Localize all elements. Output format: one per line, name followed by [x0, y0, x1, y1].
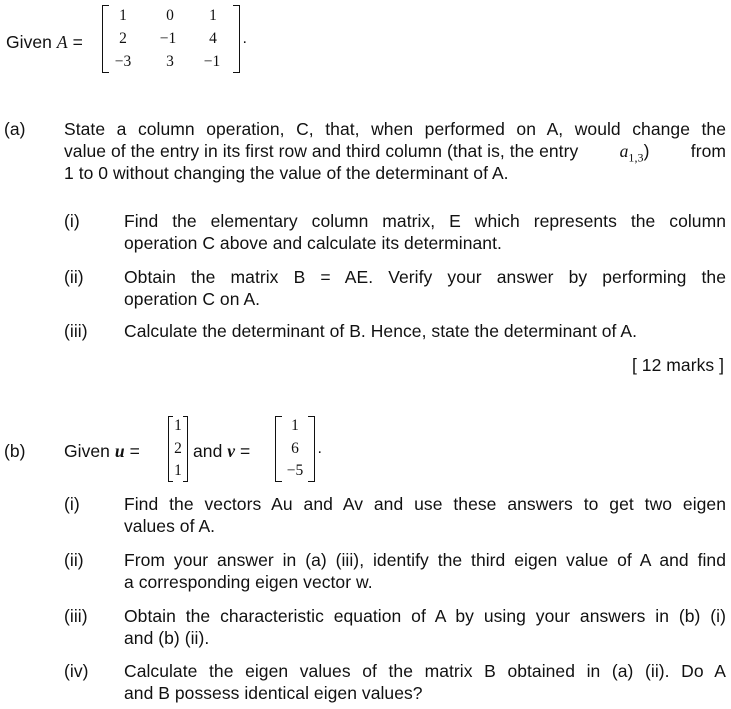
marks-label: [ 12 marks ]: [631, 355, 724, 375]
entry-a13: $a_{1,3}$): [619, 141, 650, 165]
vector-v-entry: 1: [291, 417, 299, 434]
subpart-line: Find the vectors Au and Av and use these answers to get two eigen: [124, 494, 726, 514]
subpart-line: Find the elementary column matrix, E which represents the column: [124, 211, 726, 231]
matrix-a-cell: 4: [209, 30, 217, 47]
matrix-a-cell: −1: [159, 30, 177, 47]
and-v-label: [193, 440, 250, 462]
part-b-label: (b): [4, 441, 26, 461]
matrix-a-cell: 1: [209, 7, 217, 24]
and-word: and: [193, 441, 223, 461]
given-a-statement: [6, 31, 83, 53]
subpart-line: Calculate the eigen values of the matrix B obtained in (a) (ii). Do A: [124, 661, 726, 681]
part-a-line-2-tail: from: [690, 141, 726, 161]
matrix-a: [102, 5, 247, 73]
given-label-b: Given: [64, 441, 110, 461]
subpart-line: Calculate the determinant of B. Hence, state the determinant of A.: [124, 321, 638, 341]
part-a-line-1: State a column operation, C, that, when performed on A, would change the: [64, 119, 726, 139]
entry-symbol: a: [619, 141, 629, 161]
subpart-label: (i): [64, 211, 80, 231]
subpart-line: operation C above and calculate its determinant.: [124, 233, 502, 253]
matrix-name-a: A: [56, 32, 68, 52]
vector-v-entry: −5: [286, 462, 304, 479]
equals-sign: =: [240, 441, 251, 461]
subpart-line: values of A.: [124, 516, 216, 536]
subpart-line: a corresponding eigen vector w.: [124, 572, 373, 592]
subpart-line: Obtain the matrix B = AE. Verify your answer by performing the: [124, 267, 726, 287]
subpart-label: (i): [64, 494, 80, 514]
vector-v: [275, 416, 322, 482]
part-a-line-2-text: value of the entry in its first row and third column (that is, the entry: [64, 141, 579, 161]
vector-v-entry: 6: [291, 440, 299, 457]
matrix-a-cell: 3: [166, 53, 174, 70]
vector-u-name: u: [114, 441, 125, 461]
vector-terminator: .: [317, 440, 322, 457]
subpart-line: operation C on A.: [124, 289, 261, 309]
matrix-a-cell: −1: [203, 53, 221, 70]
subpart-line: and (b) (ii).: [124, 628, 210, 648]
subpart-label: (ii): [64, 550, 84, 570]
equals-sign: =: [72, 32, 83, 52]
given-label: Given: [6, 32, 52, 52]
matrix-a-cell: 1: [119, 7, 127, 24]
vector-v-name: v: [227, 441, 236, 461]
subpart-label: (ii): [64, 267, 84, 287]
part-a-line-3: 1 to 0 without changing the value of the determinant of A.: [64, 163, 509, 183]
right-bracket: [233, 5, 240, 73]
subpart-label: (iii): [64, 606, 88, 626]
subpart-line: From your answer in (a) (iii), identify the third eigen value of A and find: [124, 550, 726, 570]
vector-u-entry: 1: [174, 417, 182, 434]
matrix-a-cell: 2: [119, 30, 127, 47]
vector-u: [168, 416, 188, 482]
vector-u-entry: 2: [174, 440, 182, 457]
subpart-label: (iv): [64, 661, 89, 681]
matrix-terminator: .: [242, 30, 247, 47]
matrix-a-cell: 0: [166, 7, 174, 24]
equals-sign: =: [129, 441, 140, 461]
matrix-a-cell: −3: [114, 53, 132, 70]
part-a-label: (a): [4, 119, 26, 139]
subpart-line: Obtain the characteristic equation of A by using your answers in (b) (i): [124, 606, 726, 626]
entry-subscript: 1,3: [628, 150, 644, 165]
subpart-line: and B possess identical eigen values?: [124, 683, 423, 703]
subpart-label: (iii): [64, 321, 88, 341]
vector-u-entry: 1: [174, 462, 182, 479]
given-u-label: [64, 440, 140, 462]
